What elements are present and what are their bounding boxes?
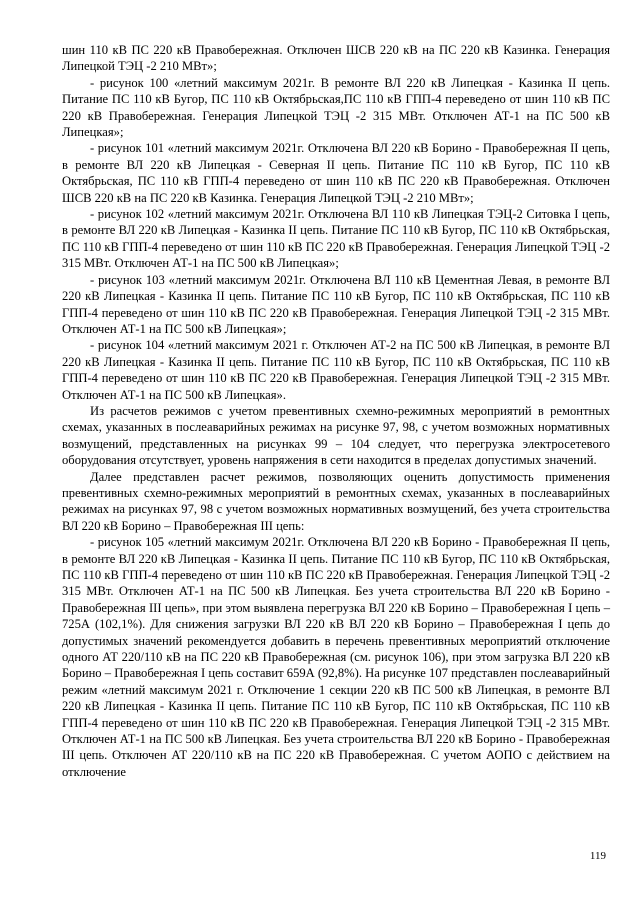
document-body (62, 42, 610, 780)
list-item-figure-103: - рисунок 103 «летний максимум 2021г. Отключена ВЛ 110 кВ Цементная Левая, в ремонте ВЛ 220 кВ Липецкая - Казинка II цепь. Питание ПС 110 кВ Бугор, ПС 110 кВ Октябрьская, ПС 110 кВ ГПП-4 переведено от шин 110 кВ ПС 220 кВ Правобережная. Генерация Липецкой ТЭЦ -2 315 МВт. Отключен АТ-1 на ПС 500 кВ Липецкая»; (62, 272, 610, 336)
paragraph-introduction: Далее представлен расчет режимов, позволяющих оценить допустимость применения превентивных схемно-режимных мероприятий в ремонтных схемах, указанных в послеаварийных режимах на рисунках 97, 98 с учетом возможных нормативных возмущений, без учета строительства ВЛ 220 кВ Борино – Правобережная III цепь: (62, 469, 610, 533)
list-item-figure-105: - рисунок 105 «летний максимум 2021г. Отключена ВЛ 220 кВ Борино - Правобережная II цепь, в ремонте ВЛ 220 кВ Липецкая - Казинка II цепь. Питание ПС 110 кВ Бугор, ПС 110 кВ Октябрьская, ПС 110 кВ ГПП-4 переведено от шин 110 кВ ПС 220 кВ Правобережная. Генерация Липецкой ТЭЦ -2 315 МВт. Отключен АТ-1 на ПС 500 кВ Липецкая. Без учета строительства ВЛ 220 кВ Борино - Правобережная III цепь», при этом выявлена перегрузка ВЛ 220 кВ Борино – Правобережная I цепь – 725А (102,1%). Для снижения загрузки ВЛ 220 кВ ВЛ 220 кВ Борино – Правобережная I цепь до допустимых значений рекомендуется добавить в перечень превентивных мероприятий отключение одного АТ 220/110 кВ на ПС 220 кВ Правобережная (см. рисунок 106), при этом загрузка ВЛ 220 кВ Борино – Правобережная I цепь составит 659А (92,8%). На рисунке 107 представлен послеаварийный режим «летний максимум 2021 г. Отключение 1 секции 220 кВ ПС 500 кВ Липецкая, в ремонте ВЛ 220 кВ Липецкая - Казинка II цепь. Питание ПС 110 кВ Бугор, ПС 110 кВ Октябрьская, ПС 110 кВ ГПП-4 переведено от шин 110 кВ ПС 220 кВ Правобережная. Генерация Липецкой ТЭЦ -2 315 МВт. Отключен АТ-1 на ПС 500 кВ Липецкая. Без учета строительства ВЛ 220 кВ Борино - Правобережная III цепь. Отключен АТ 220/110 кВ на ПС 220 кВ Правобережная. С учетом АОПО с действием на отключение (62, 535, 610, 779)
paragraph-continuation: шин 110 кВ ПС 220 кВ Правобережная. Отключен ШСВ 220 кВ на ПС 220 кВ Казинка. Генерация Липецкой ТЭЦ -2 210 МВт»; (62, 43, 610, 74)
page-number: 119 (589, 850, 606, 862)
list-item-figure-104: - рисунок 104 «летний максимум 2021 г. Отключен АТ-2 на ПС 500 кВ Липецкая, в ремонте ВЛ 220 кВ Липецкая - Казинка II цепь. Питание ПС 110 кВ Бугор, ПС 110 кВ Октябрьская, ПС 110 кВ ГПП-4 переведено от шин 110 кВ ПС 220 кВ Правобережная. Генерация Липецкой ТЭЦ -2 315 МВт. Отключен АТ-1 на ПС 500 кВ Липецкая». (62, 338, 610, 402)
list-item-figure-102: - рисунок 102 «летний максимум 2021г. Отключена ВЛ 110 кВ Липецкая ТЭЦ-2 Ситовка I цепь, в ремонте ВЛ 220 кВ Липецкая - Казинка II цепь. Питание ПС 110 кВ Бугор, ПС 110 кВ Октябрьская, ПС 110 кВ ГПП-4 переведено от шин 110 кВ ПС 220 кВ Правобережная. Генерация Липецкой ТЭЦ -2 315 МВт. Отключен АТ-1 на ПС 500 кВ Липецкая»; (62, 207, 610, 271)
list-item-figure-101: - рисунок 101 «летний максимум 2021г. Отключена ВЛ 220 кВ Борино - Правобережная II цепь, в ремонте ВЛ 220 кВ Липецкая - Северная II цепь. Питание ПС 110 кВ Бугор, ПС 110 кВ Октябрьская, ПС 110 кВ ГПП-4 переведено от шин 110 кВ ПС 220 кВ Правобережная. Отключен ШСВ 220 кВ на ПС 220 кВ Казинка. Генерация Липецкой ТЭЦ -2 210 МВт»; (62, 141, 610, 205)
paragraph-conclusion: Из расчетов режимов с учетом превентивных схемно-режимных мероприятий в ремонтных схемах, указанных в послеаварийных режимах на рисунке 97, 98, с учетом возможных нормативных возмущений, представленных на рисунках 99 – 104 следует, что перегрузка электросетевого оборудования отсутствует, уровень напряжения в сети находится в пределах допустимых значений. (62, 403, 610, 468)
list-item-figure-100: - рисунок 100 «летний максимум 2021г. В ремонте ВЛ 220 кВ Липецкая - Казинка II цепь. Питание ПС 110 кВ Бугор, ПС 110 кВ Октябрьская,ПС 110 кВ ГПП-4 переведено от шин 110 кВ ПС 220 кВ Правобережная. Генерация Липецкой ТЭЦ -2 315 МВт. Отключен АТ-1 на ПС 500 кВ Липецкая»; (62, 75, 610, 140)
